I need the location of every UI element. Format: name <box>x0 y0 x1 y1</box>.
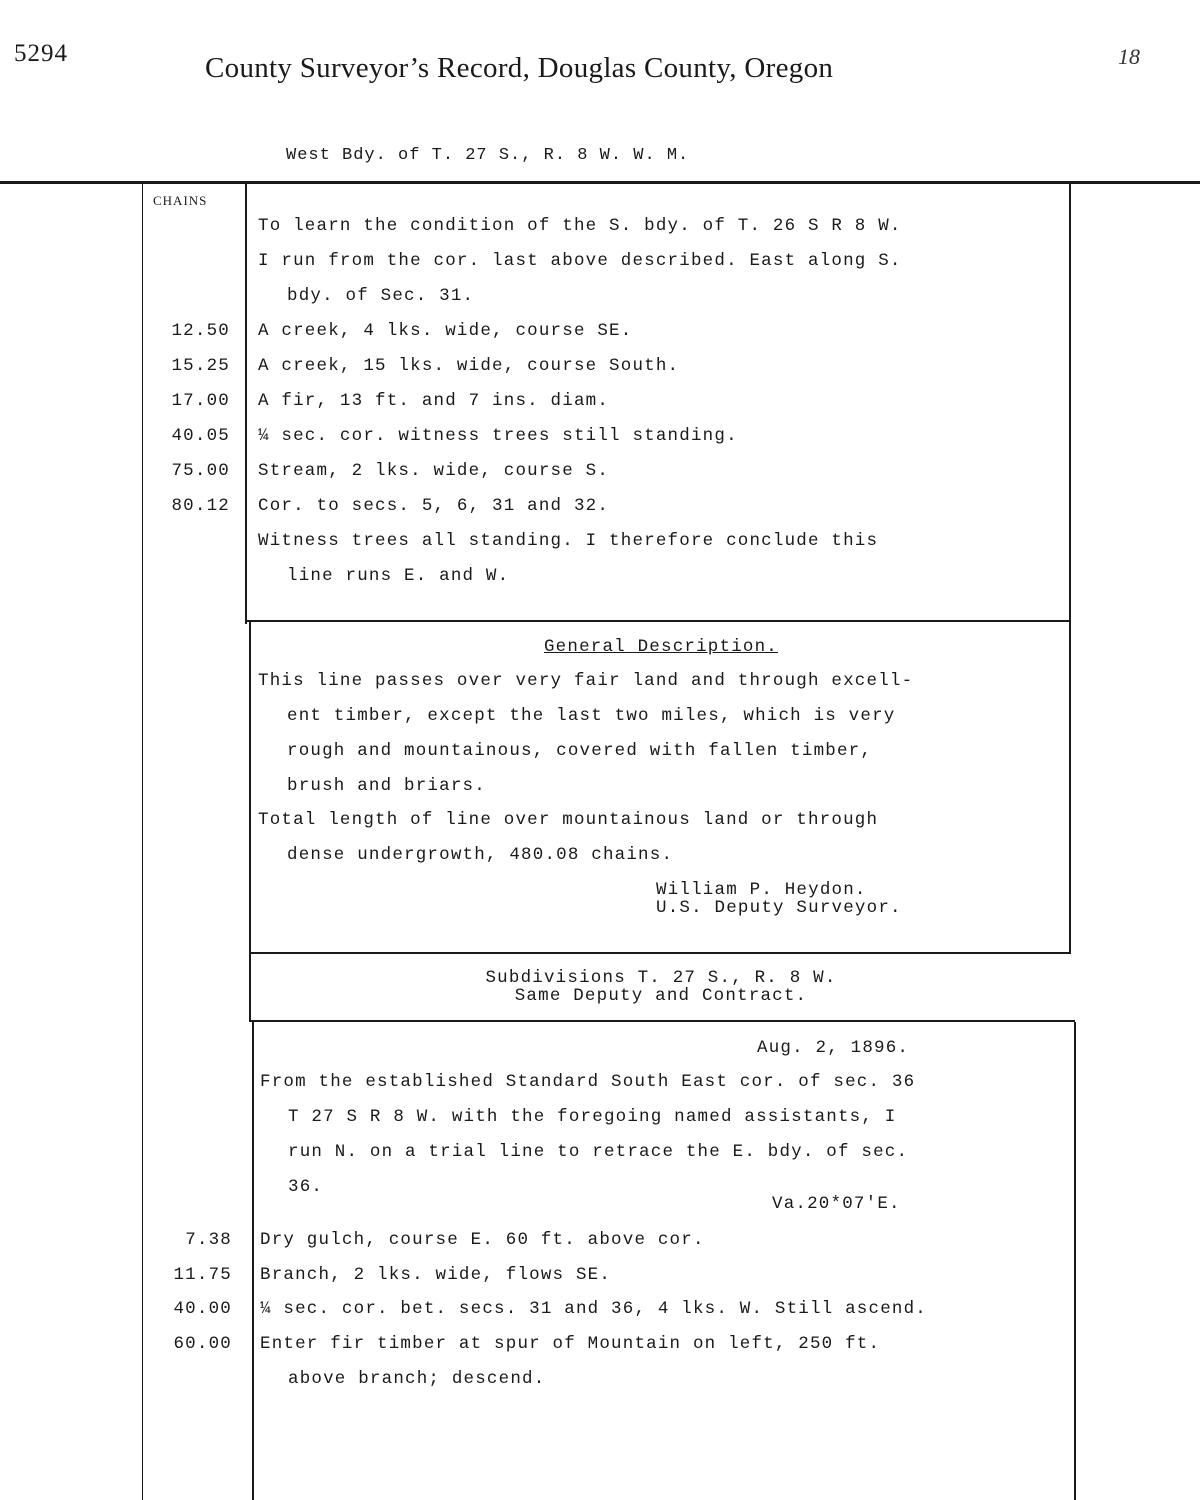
chain-value: 17.00 <box>171 391 230 411</box>
chain-value: 7.38 <box>185 1230 232 1250</box>
section-divider-3 <box>249 1020 1075 1022</box>
description-line: This line passes over very fair land and through excell- <box>258 671 914 691</box>
description-box-left <box>249 622 251 1022</box>
note-line: To learn the condition of the S. bdy. of T. 26 S R 8 W. <box>258 216 902 236</box>
section-divider-2 <box>249 952 1071 954</box>
top-rule <box>0 181 1200 184</box>
note-line: A creek, 4 lks. wide, course SE. <box>258 321 633 341</box>
note-line: Witness trees all standing. I therefore conclude this <box>258 531 879 551</box>
note-line: Enter fir timber at spur of Mountain on left, 250 ft. <box>260 1334 881 1354</box>
chain-value: 15.25 <box>171 356 230 376</box>
note-line: A fir, 13 ft. and 7 ins. diam. <box>258 391 610 411</box>
page-number: 5294 <box>14 40 68 67</box>
section-divider-1 <box>245 620 1071 622</box>
note-line: bdy. of Sec. 31. <box>287 286 475 306</box>
note-line: above branch; descend. <box>288 1369 546 1389</box>
note-line: Stream, 2 lks. wide, course S. <box>258 461 610 481</box>
note-line: From the established Standard South East cor. of sec. 36 <box>260 1072 916 1092</box>
note-line: A creek, 15 lks. wide, course South. <box>258 356 680 376</box>
magnetic-variation: Va.20*07'E. <box>772 1194 901 1214</box>
description-line: ent timber, except the last two miles, which is very <box>287 706 896 726</box>
line-heading: West Bdy. of T. 27 S., R. 8 W. W. M. <box>286 146 690 165</box>
folio-number: 18 <box>1118 44 1140 69</box>
chain-value: 12.50 <box>171 321 230 341</box>
note-line: I run from the cor. last above described. East along S. <box>258 251 902 271</box>
subdivisions-title: Subdivisions T. 27 S., R. 8 W. <box>485 968 837 988</box>
signature-name: William P. Heydon. <box>656 880 867 900</box>
chain-value: 11.75 <box>173 1265 232 1285</box>
signature-title: U.S. Deputy Surveyor. <box>656 898 902 918</box>
general-description-heading: General Description. <box>543 637 779 657</box>
note-line: T 27 S R 8 W. with the foregoing named assistants, I <box>288 1107 897 1127</box>
chain-value: 80.12 <box>171 496 230 516</box>
chains-column-rule-lower <box>252 1022 254 1500</box>
description-line: Total length of line over mountainous land or through <box>258 810 879 830</box>
chain-value: 75.00 <box>171 461 230 481</box>
note-line: ¼ sec. cor. bet. secs. 31 and 36, 4 lks. W. Still ascend. <box>260 1299 927 1319</box>
chains-column-rule <box>245 184 247 624</box>
record-title: County Surveyor’s Record, Douglas County, Oregon <box>205 52 834 84</box>
description-line: dense undergrowth, 480.08 chains. <box>287 845 674 865</box>
chain-value: 40.05 <box>171 426 230 446</box>
chain-value: 40.00 <box>173 1299 232 1319</box>
right-rule <box>1069 184 1071 954</box>
note-line: run N. on a trial line to retrace the E. bdy. of sec. <box>288 1142 909 1162</box>
note-line: Branch, 2 lks. wide, flows SE. <box>260 1265 612 1285</box>
chain-value: 60.00 <box>173 1334 232 1354</box>
note-line: Cor. to secs. 5, 6, 31 and 32. <box>258 496 610 516</box>
note-line: Dry gulch, course E. 60 ft. above cor. <box>260 1230 705 1250</box>
note-line: 36. <box>288 1177 324 1197</box>
description-line: brush and briars. <box>287 776 486 796</box>
subdivisions-subtitle: Same Deputy and Contract. <box>514 986 808 1006</box>
right-rule-lower <box>1074 1022 1076 1500</box>
chains-column-header: CHAINS <box>153 193 208 208</box>
description-line: rough and mountainous, covered with fallen timber, <box>287 741 873 761</box>
entry-date: Aug. 2, 1896. <box>757 1038 910 1058</box>
note-line: ¼ sec. cor. witness trees still standing. <box>258 426 738 446</box>
note-line: line runs E. and W. <box>287 566 510 586</box>
